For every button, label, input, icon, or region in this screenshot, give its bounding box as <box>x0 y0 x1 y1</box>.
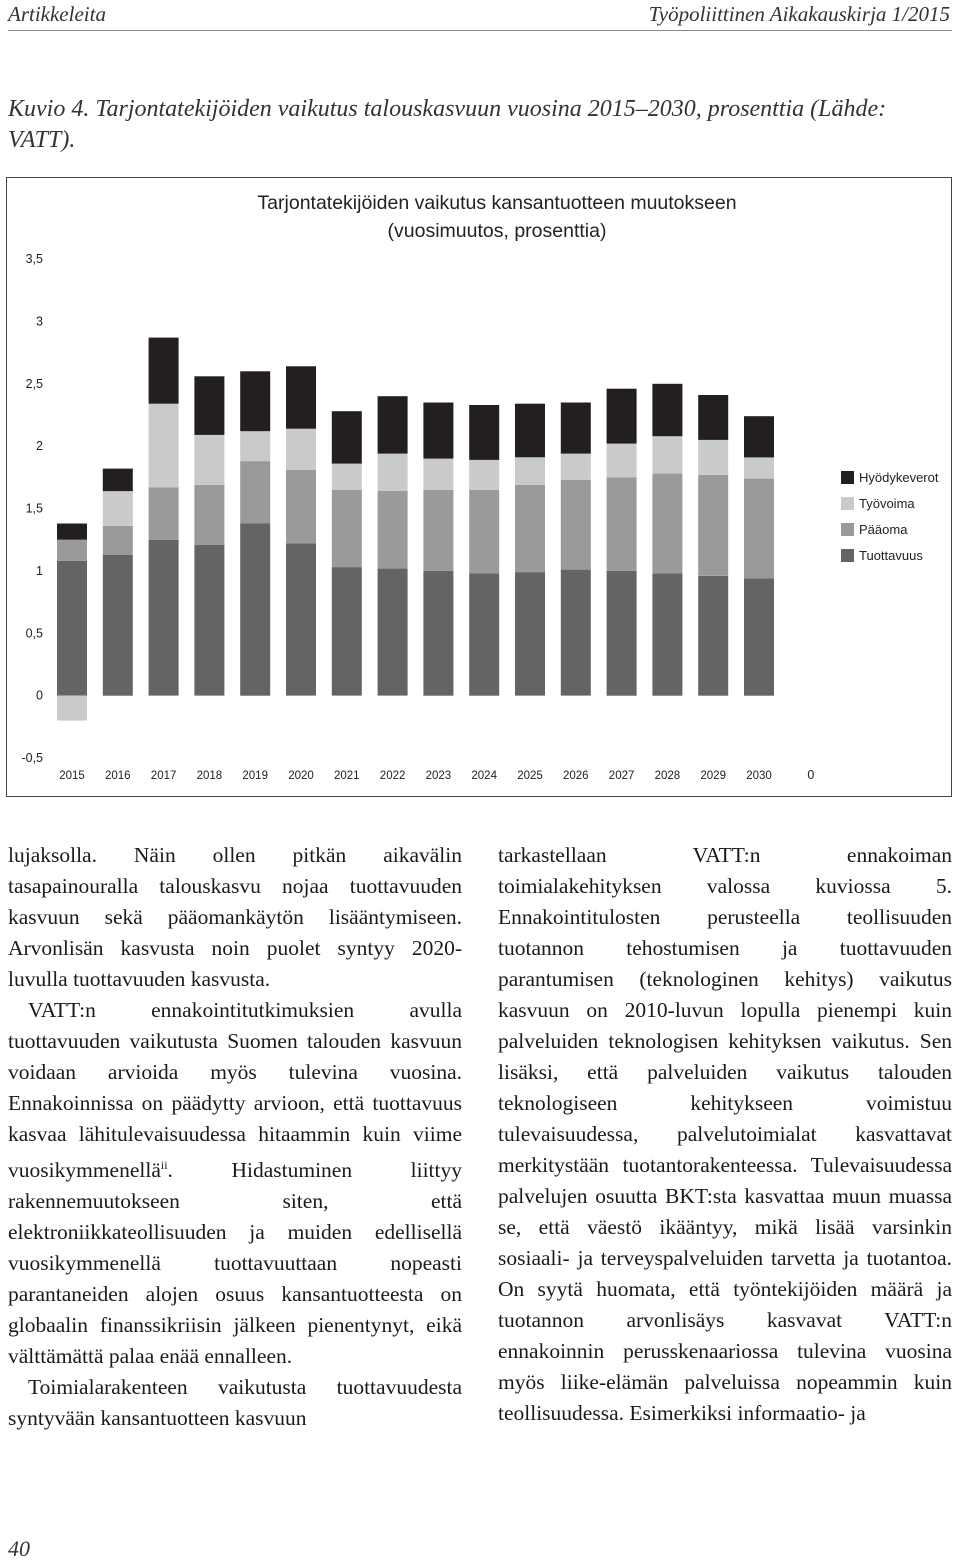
legend-swatch <box>841 471 854 484</box>
y-tick-label: 0 <box>36 688 43 703</box>
bar-segment-tuottavuus <box>423 571 453 696</box>
left-paragraph-1: lujaksolla. Näin ollen pitkän aikavälin tasapainouralla talouskasvu nojaa tuottavuuden kasvuun sekä pääomankäytön lisääntymiseen. Arvonlisän kasvusta noin puolet syntyy 2020-luvulla tuottavuuden kasvusta. <box>8 843 462 991</box>
bar-segment-työvoima <box>607 444 637 478</box>
y-tick-label: -0,5 <box>21 751 43 765</box>
legend <box>841 470 939 563</box>
bar-segment-hyödykeverot <box>332 411 362 463</box>
legend-label: Pääoma <box>859 522 908 537</box>
bar-segment-pääoma <box>103 526 133 555</box>
bar-segment-tuottavuus <box>57 561 87 696</box>
figure-caption: Kuvio 4. Tarjontatekijöiden vaikutus talouskasvuun vuosina 2015–2030, prosenttia (Lähde: VATT). <box>8 96 887 153</box>
y-tick-label: 1 <box>36 563 43 578</box>
stacked-bar-chart <box>7 178 951 796</box>
right-paragraph-1: tarkastellaan VATT:n ennakoiman toimialakehityksen valossa kuviossa 5. Ennakointitulosten perusteella teollisuuden tuotannon tehostumisen ja tuottavuuden parantumisen (teknologinen kehitys) vaikutus kasvuun on 2010-luvun lopulla pienempi kuin palveluiden teknologisen kehityksen vaikutus. Sen lisäksi, että palveluiden vaikutus talouden teknologiseen kehitykseen voimistuu tulevaisuudessa, palvelutoimialat kasvattavat merkitystään tuotantorakenteessa. Tulevaisuudessa palvelujen osuutta BKT:sta kasvattaa muun muassa se, että väestö ikääntyy, mikä lisää varsinkin sosiaali- ja terveyspalveluiden tarvetta ja tuotantoa. On syytä huomata, että työntekijöiden määrä ja tuotannon arvonlisäys kasvavat VATT:n ennakoinnin perusskenaariossa tulevina vuosina myös liike-elämän palveluissa nopeammin kuin teollisuudessa. Esimerkiksi informaatio- ja <box>498 843 952 1425</box>
bar-segment-työvoima <box>149 404 179 488</box>
left-paragraph-2-rest: . Hidastuminen liittyy rakennemuutokseen siten, että elektroniikkateollisuuden ja muiden edellisellä vuosikymmenellä tuottavuuttaan nopeasti parantaneiden alojen osuus kansantuotteesta on globaalin finanssikriisin jälkeen pienentynyt, eikä välttämättä palaa enää ennalleen. <box>8 1158 462 1369</box>
bar-segment-hyödykeverot <box>378 396 408 453</box>
legend-label: Työvoima <box>859 496 915 511</box>
x-tick-label: 2027 <box>608 770 635 782</box>
bar-segment-työvoima <box>698 440 728 475</box>
right-text-column <box>498 840 952 1429</box>
legend-label: Hyödykeverot <box>859 470 939 485</box>
legend-swatch <box>841 497 854 510</box>
bar-segment-tuottavuus <box>561 570 591 696</box>
bar-segment-tuottavuus <box>194 545 224 696</box>
bar-segment-pääoma <box>515 485 545 572</box>
left-text-column <box>8 840 462 1434</box>
bar-segment-pääoma <box>652 474 682 574</box>
bar-segment-työvoima <box>561 454 591 480</box>
left-paragraph-2-text: VATT:n ennakointitutkimuksien avulla tuottavuuden vaikutusta Suomen talouden kasvuun voidaan arvioida myös tulevina vuosina. Ennakoinnissa on päädytty arvioon, että tuottavuus kasvaa lähitulevaisuudessa hitaammin kuin viime vuosikymmenellä <box>8 998 462 1183</box>
bar-segment-hyödykeverot <box>240 371 270 431</box>
bar-segment-työvoima <box>378 454 408 491</box>
bar-segment-työvoima <box>57 696 87 721</box>
bar-segment-pääoma <box>57 540 87 561</box>
bar-segment-pääoma <box>561 480 591 570</box>
bar-segment-työvoima <box>194 435 224 485</box>
bar-segment-hyödykeverot <box>469 405 499 460</box>
bar-segment-työvoima <box>423 459 453 490</box>
x-tick-label: 2015 <box>59 770 85 782</box>
bar-segment-tuottavuus <box>607 571 637 696</box>
bar-segment-hyödykeverot <box>57 524 87 540</box>
x-tick-label: 2019 <box>242 770 268 782</box>
running-header-section: Artikkeleita <box>8 2 106 26</box>
page-number: 40 <box>8 1536 30 1561</box>
bar-segment-tuottavuus <box>469 573 499 695</box>
x-tick-label: 2028 <box>654 770 681 782</box>
bar-segment-tuottavuus <box>652 573 682 695</box>
bar-segment-hyödykeverot <box>286 366 316 428</box>
y-tick-label: 3,5 <box>25 252 43 266</box>
bar-segment-tuottavuus <box>515 572 545 696</box>
bar-segment-pääoma <box>286 470 316 544</box>
x-tick-label: 2023 <box>425 770 452 782</box>
bar-segment-työvoima <box>332 464 362 490</box>
x-tick-label: 2016 <box>105 770 131 782</box>
bar-segment-hyödykeverot <box>652 384 682 436</box>
bars <box>57 338 774 721</box>
x-tick-label: 2020 <box>288 770 314 782</box>
bar-segment-pääoma <box>332 490 362 567</box>
x-tick-label: 0 <box>807 768 815 782</box>
bar-segment-pääoma <box>469 490 499 574</box>
x-tick-label: 2030 <box>746 770 772 782</box>
x-axis <box>59 768 814 782</box>
x-tick-label: 2024 <box>471 770 497 782</box>
bar-segment-hyödykeverot <box>515 404 545 458</box>
chart-title-line1: Tarjontatekijöiden vaikutus kansantuotteen muutokseen <box>257 192 737 214</box>
y-tick-label: 3 <box>36 314 43 329</box>
bar-segment-hyödykeverot <box>561 403 591 454</box>
running-header-journal: Työpoliittinen Aikakauskirja 1/2015 <box>648 2 950 26</box>
bar-segment-hyödykeverot <box>194 376 224 435</box>
y-tick-label: 0,5 <box>25 626 43 641</box>
y-axis <box>21 252 43 765</box>
footnote-ref: ii <box>160 1158 168 1172</box>
bar-segment-hyödykeverot <box>607 389 637 444</box>
bar-segment-tuottavuus <box>103 555 133 696</box>
bar-segment-työvoima <box>744 457 774 478</box>
bar-segment-tuottavuus <box>286 543 316 695</box>
header-rule <box>8 30 952 31</box>
y-tick-label: 1,5 <box>25 501 43 516</box>
bar-segment-työvoima <box>103 491 133 526</box>
bar-segment-pääoma <box>423 490 453 571</box>
bar-segment-tuottavuus <box>698 576 728 696</box>
bar-segment-hyödykeverot <box>744 416 774 457</box>
bar-segment-tuottavuus <box>378 568 408 695</box>
bar-segment-tuottavuus <box>332 567 362 696</box>
x-tick-label: 2029 <box>700 770 726 782</box>
bar-segment-työvoima <box>240 431 270 461</box>
y-tick-label: 2,5 <box>25 376 43 391</box>
left-paragraph-2 <box>8 995 462 1372</box>
bar-segment-pääoma <box>194 485 224 545</box>
bar-segment-pääoma <box>607 477 637 571</box>
x-tick-label: 2017 <box>150 770 177 782</box>
x-tick-label: 2018 <box>196 770 223 782</box>
bar-segment-hyödykeverot <box>423 403 453 459</box>
y-tick-label: 2 <box>36 439 43 454</box>
x-tick-label: 2022 <box>379 770 406 782</box>
bar-segment-hyödykeverot <box>698 395 728 440</box>
bar-segment-tuottavuus <box>149 540 179 696</box>
x-tick-label: 2021 <box>334 770 360 782</box>
bar-segment-työvoima <box>469 460 499 490</box>
bar-segment-pääoma <box>698 475 728 576</box>
left-paragraph-3: Toimialarakenteen vaikutusta tuottavuudesta syntyvään kansantuotteen kasvuun <box>8 1375 462 1431</box>
bar-segment-pääoma <box>378 491 408 568</box>
legend-swatch <box>841 549 854 562</box>
bar-segment-pääoma <box>149 487 179 539</box>
bar-segment-hyödykeverot <box>103 469 133 492</box>
chart-title-line2: (vuosimuutos, prosenttia) <box>387 220 607 242</box>
x-tick-label: 2026 <box>563 770 589 782</box>
chart-frame <box>6 177 952 797</box>
bar-segment-tuottavuus <box>240 524 270 696</box>
legend-swatch <box>841 523 854 536</box>
bar-segment-hyödykeverot <box>149 338 179 404</box>
bar-segment-pääoma <box>240 461 270 523</box>
bar-segment-työvoima <box>286 429 316 470</box>
bar-segment-työvoima <box>652 436 682 473</box>
x-tick-label: 2025 <box>517 770 543 782</box>
bar-segment-pääoma <box>744 479 774 579</box>
bar-segment-työvoima <box>515 457 545 484</box>
legend-label: Tuottavuus <box>859 548 923 563</box>
bar-segment-tuottavuus <box>744 578 774 695</box>
